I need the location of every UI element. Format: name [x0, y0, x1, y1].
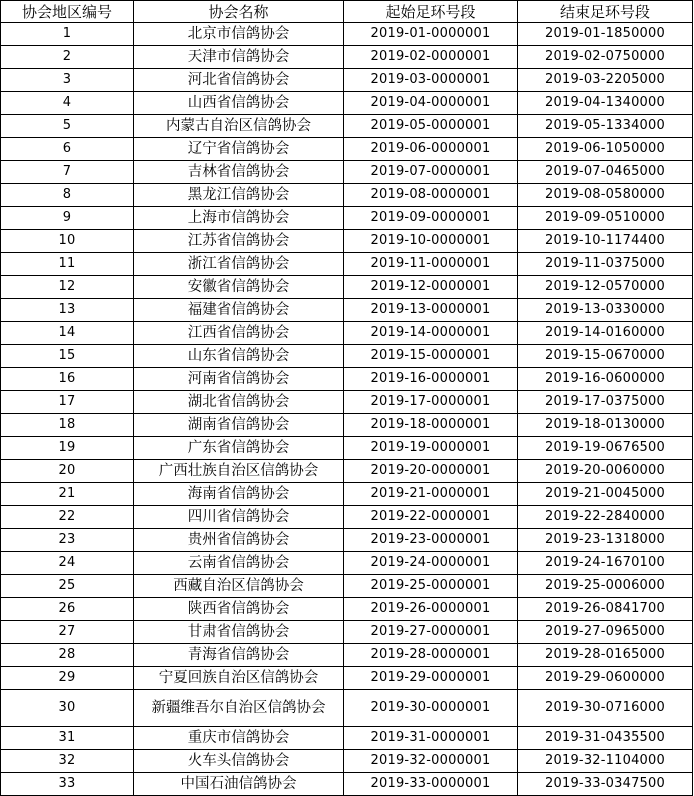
- start-range-cell: 2019-24-0000001: [344, 552, 518, 575]
- table-header-row: [1, 1, 693, 23]
- table-body: [1, 23, 693, 796]
- region-code-cell: 9: [1, 207, 134, 230]
- table-row: [1, 46, 693, 69]
- end-range-cell: 2019-19-0676500: [518, 437, 693, 460]
- table-row: [1, 368, 693, 391]
- association-name-cell: 福建省信鸽协会: [134, 299, 344, 322]
- end-range-cell: 2019-11-0375000: [518, 253, 693, 276]
- end-range-cell: 2019-27-0965000: [518, 621, 693, 644]
- table-row: [1, 138, 693, 161]
- table-row: [1, 690, 693, 727]
- end-range-cell: 2019-22-2840000: [518, 506, 693, 529]
- region-code-cell: 12: [1, 276, 134, 299]
- region-code-cell: 3: [1, 69, 134, 92]
- end-range-cell: 2019-24-1670100: [518, 552, 693, 575]
- association-name-cell: 贵州省信鸽协会: [134, 529, 344, 552]
- table-row: [1, 529, 693, 552]
- association-name-cell: 广东省信鸽协会: [134, 437, 344, 460]
- end-range-cell: 2019-32-1104000: [518, 750, 693, 773]
- region-code-cell: 23: [1, 529, 134, 552]
- start-range-cell: 2019-28-0000001: [344, 644, 518, 667]
- association-name-cell: 海南省信鸽协会: [134, 483, 344, 506]
- association-name-cell: 陕西省信鸽协会: [134, 598, 344, 621]
- region-code-cell: 26: [1, 598, 134, 621]
- start-range-cell: 2019-33-0000001: [344, 773, 518, 796]
- header-region-code: 协会地区编号: [1, 1, 134, 23]
- start-range-cell: 2019-30-0000001: [344, 690, 518, 727]
- header-end-range: 结束足环号段: [518, 1, 693, 23]
- table-row: [1, 345, 693, 368]
- association-name-cell: 火车头信鸽协会: [134, 750, 344, 773]
- table-row: [1, 621, 693, 644]
- table-row: [1, 115, 693, 138]
- start-range-cell: 2019-13-0000001: [344, 299, 518, 322]
- association-name-cell: 中国石油信鸽协会: [134, 773, 344, 796]
- association-name-cell: 西藏自治区信鸽协会: [134, 575, 344, 598]
- end-range-cell: 2019-16-0600000: [518, 368, 693, 391]
- start-range-cell: 2019-11-0000001: [344, 253, 518, 276]
- table-row: [1, 750, 693, 773]
- association-name-cell: 河南省信鸽协会: [134, 368, 344, 391]
- association-name-cell: 广西壮族自治区信鸽协会: [134, 460, 344, 483]
- end-range-cell: 2019-05-1334000: [518, 115, 693, 138]
- end-range-cell: 2019-12-0570000: [518, 276, 693, 299]
- region-code-cell: 1: [1, 23, 134, 46]
- region-code-cell: 2: [1, 46, 134, 69]
- end-range-cell: 2019-01-1850000: [518, 23, 693, 46]
- start-range-cell: 2019-26-0000001: [344, 598, 518, 621]
- end-range-cell: 2019-04-1340000: [518, 92, 693, 115]
- region-code-cell: 5: [1, 115, 134, 138]
- end-range-cell: 2019-26-0841700: [518, 598, 693, 621]
- end-range-cell: 2019-29-0600000: [518, 667, 693, 690]
- start-range-cell: 2019-19-0000001: [344, 437, 518, 460]
- start-range-cell: 2019-07-0000001: [344, 161, 518, 184]
- association-name-cell: 安徽省信鸽协会: [134, 276, 344, 299]
- start-range-cell: 2019-29-0000001: [344, 667, 518, 690]
- region-code-cell: 24: [1, 552, 134, 575]
- association-name-cell: 上海市信鸽协会: [134, 207, 344, 230]
- start-range-cell: 2019-32-0000001: [344, 750, 518, 773]
- start-range-cell: 2019-08-0000001: [344, 184, 518, 207]
- association-name-cell: 宁夏回族自治区信鸽协会: [134, 667, 344, 690]
- region-code-cell: 31: [1, 727, 134, 750]
- start-range-cell: 2019-15-0000001: [344, 345, 518, 368]
- table-row: [1, 391, 693, 414]
- association-name-cell: 北京市信鸽协会: [134, 23, 344, 46]
- association-name-cell: 重庆市信鸽协会: [134, 727, 344, 750]
- start-range-cell: 2019-21-0000001: [344, 483, 518, 506]
- association-name-cell: 浙江省信鸽协会: [134, 253, 344, 276]
- region-code-cell: 6: [1, 138, 134, 161]
- table-row: [1, 598, 693, 621]
- end-range-cell: 2019-13-0330000: [518, 299, 693, 322]
- end-range-cell: 2019-21-0045000: [518, 483, 693, 506]
- table-row: [1, 23, 693, 46]
- end-range-cell: 2019-30-0716000: [518, 690, 693, 727]
- end-range-cell: 2019-14-0160000: [518, 322, 693, 345]
- region-code-cell: 7: [1, 161, 134, 184]
- start-range-cell: 2019-12-0000001: [344, 276, 518, 299]
- region-code-cell: 30: [1, 690, 134, 727]
- end-range-cell: 2019-08-0580000: [518, 184, 693, 207]
- table-row: [1, 207, 693, 230]
- start-range-cell: 2019-16-0000001: [344, 368, 518, 391]
- association-name-cell: 湖北省信鸽协会: [134, 391, 344, 414]
- header-association-name: 协会名称: [134, 1, 344, 23]
- region-code-cell: 14: [1, 322, 134, 345]
- association-name-cell: 新疆维吾尔自治区信鸽协会: [134, 690, 344, 727]
- region-code-cell: 32: [1, 750, 134, 773]
- table-row: [1, 69, 693, 92]
- table-row: [1, 727, 693, 750]
- start-range-cell: 2019-03-0000001: [344, 69, 518, 92]
- end-range-cell: 2019-23-1318000: [518, 529, 693, 552]
- start-range-cell: 2019-17-0000001: [344, 391, 518, 414]
- association-name-cell: 山东省信鸽协会: [134, 345, 344, 368]
- region-code-cell: 4: [1, 92, 134, 115]
- end-range-cell: 2019-25-0006000: [518, 575, 693, 598]
- table-row: [1, 460, 693, 483]
- table-row: [1, 506, 693, 529]
- start-range-cell: 2019-25-0000001: [344, 575, 518, 598]
- start-range-cell: 2019-22-0000001: [344, 506, 518, 529]
- table-row: [1, 773, 693, 796]
- end-range-cell: 2019-17-0375000: [518, 391, 693, 414]
- region-code-cell: 8: [1, 184, 134, 207]
- association-name-cell: 辽宁省信鸽协会: [134, 138, 344, 161]
- region-code-cell: 20: [1, 460, 134, 483]
- table-row: [1, 184, 693, 207]
- end-range-cell: 2019-31-0435500: [518, 727, 693, 750]
- start-range-cell: 2019-20-0000001: [344, 460, 518, 483]
- association-name-cell: 江苏省信鸽协会: [134, 230, 344, 253]
- start-range-cell: 2019-04-0000001: [344, 92, 518, 115]
- start-range-cell: 2019-27-0000001: [344, 621, 518, 644]
- table-row: [1, 276, 693, 299]
- association-name-cell: 内蒙古自治区信鸽协会: [134, 115, 344, 138]
- table-row: [1, 322, 693, 345]
- association-name-cell: 甘肃省信鸽协会: [134, 621, 344, 644]
- start-range-cell: 2019-23-0000001: [344, 529, 518, 552]
- start-range-cell: 2019-09-0000001: [344, 207, 518, 230]
- table-row: [1, 483, 693, 506]
- association-name-cell: 青海省信鸽协会: [134, 644, 344, 667]
- region-code-cell: 19: [1, 437, 134, 460]
- region-code-cell: 28: [1, 644, 134, 667]
- association-name-cell: 天津市信鸽协会: [134, 46, 344, 69]
- region-code-cell: 33: [1, 773, 134, 796]
- end-range-cell: 2019-28-0165000: [518, 644, 693, 667]
- region-code-cell: 29: [1, 667, 134, 690]
- end-range-cell: 2019-18-0130000: [518, 414, 693, 437]
- table-row: [1, 92, 693, 115]
- region-code-cell: 22: [1, 506, 134, 529]
- end-range-cell: 2019-06-1050000: [518, 138, 693, 161]
- start-range-cell: 2019-02-0000001: [344, 46, 518, 69]
- table-row: [1, 552, 693, 575]
- association-name-cell: 江西省信鸽协会: [134, 322, 344, 345]
- region-code-cell: 27: [1, 621, 134, 644]
- table-row: [1, 299, 693, 322]
- table-row: [1, 230, 693, 253]
- end-range-cell: 2019-10-1174400: [518, 230, 693, 253]
- region-code-cell: 17: [1, 391, 134, 414]
- end-range-cell: 2019-15-0670000: [518, 345, 693, 368]
- header-start-range: 起始足环号段: [344, 1, 518, 23]
- end-range-cell: 2019-07-0465000: [518, 161, 693, 184]
- end-range-cell: 2019-03-2205000: [518, 69, 693, 92]
- table-row: [1, 253, 693, 276]
- association-name-cell: 山西省信鸽协会: [134, 92, 344, 115]
- start-range-cell: 2019-05-0000001: [344, 115, 518, 138]
- region-code-cell: 15: [1, 345, 134, 368]
- region-code-cell: 11: [1, 253, 134, 276]
- table-row: [1, 644, 693, 667]
- association-name-cell: 河北省信鸽协会: [134, 69, 344, 92]
- end-range-cell: 2019-20-0060000: [518, 460, 693, 483]
- table-row: [1, 667, 693, 690]
- start-range-cell: 2019-06-0000001: [344, 138, 518, 161]
- end-range-cell: 2019-33-0347500: [518, 773, 693, 796]
- start-range-cell: 2019-18-0000001: [344, 414, 518, 437]
- region-code-cell: 25: [1, 575, 134, 598]
- region-code-cell: 10: [1, 230, 134, 253]
- start-range-cell: 2019-01-0000001: [344, 23, 518, 46]
- association-name-cell: 云南省信鸽协会: [134, 552, 344, 575]
- region-code-cell: 18: [1, 414, 134, 437]
- region-code-cell: 16: [1, 368, 134, 391]
- association-name-cell: 黑龙江信鸽协会: [134, 184, 344, 207]
- association-name-cell: 湖南省信鸽协会: [134, 414, 344, 437]
- region-code-cell: 21: [1, 483, 134, 506]
- table-row: [1, 161, 693, 184]
- table-row: [1, 437, 693, 460]
- association-name-cell: 吉林省信鸽协会: [134, 161, 344, 184]
- region-code-cell: 13: [1, 299, 134, 322]
- start-range-cell: 2019-10-0000001: [344, 230, 518, 253]
- end-range-cell: 2019-09-0510000: [518, 207, 693, 230]
- table-row: [1, 575, 693, 598]
- table-row: [1, 414, 693, 437]
- end-range-cell: 2019-02-0750000: [518, 46, 693, 69]
- start-range-cell: 2019-14-0000001: [344, 322, 518, 345]
- association-name-cell: 四川省信鸽协会: [134, 506, 344, 529]
- start-range-cell: 2019-31-0000001: [344, 727, 518, 750]
